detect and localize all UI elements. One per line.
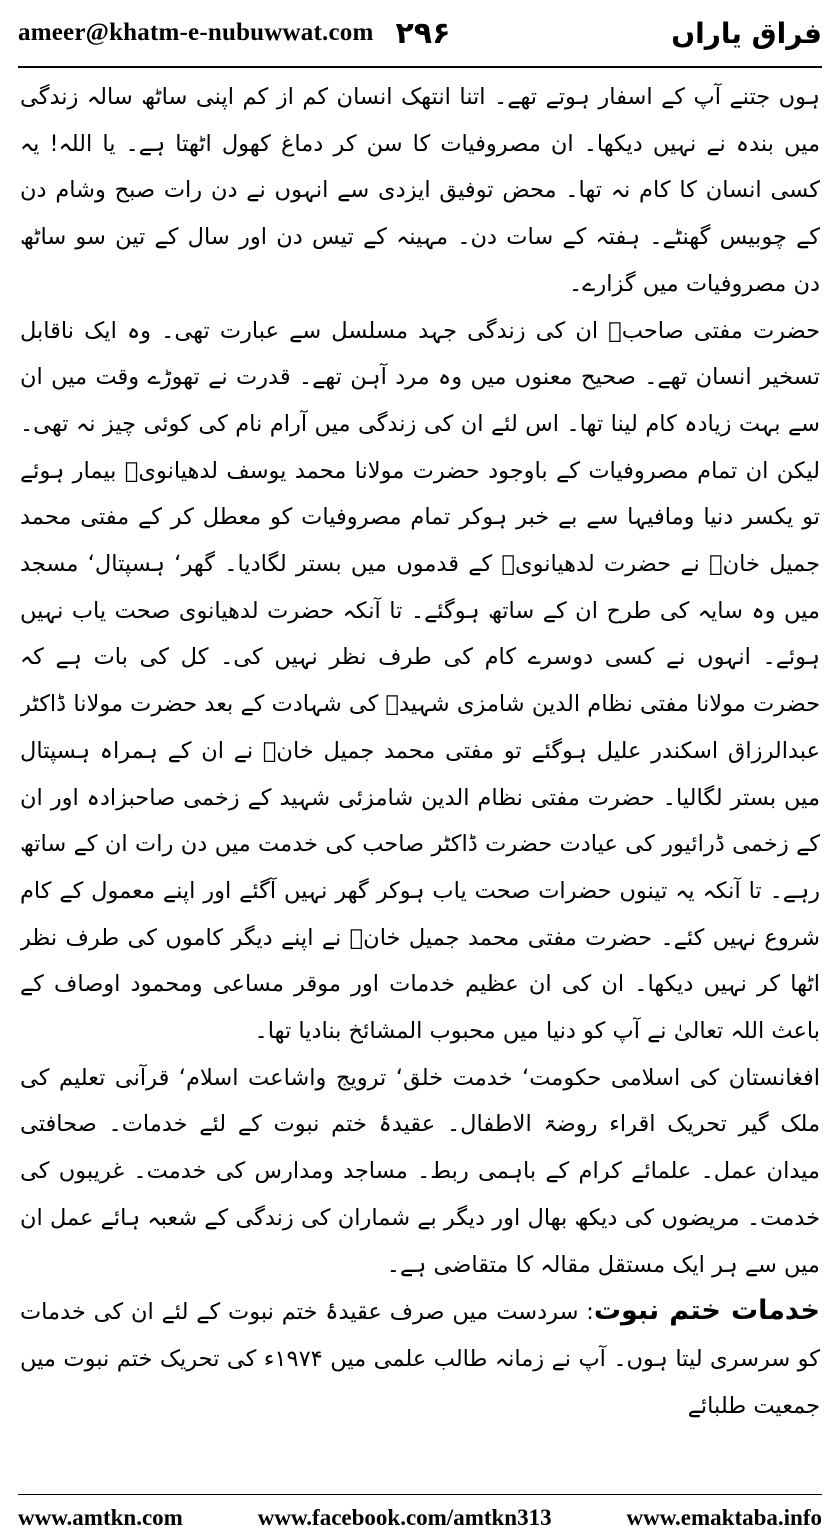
footer-link-amtkn[interactable]: www.amtkn.com bbox=[18, 1505, 183, 1530]
page-number: ۲۹۶ bbox=[395, 15, 451, 51]
page-body bbox=[20, 74, 820, 1476]
paragraph-3: افغانستان کی اسلامی حکومت‘ خدمت خلق‘ ترویج واشاعت اسلام‘ قرآنی تعلیم کی ملک گیر تحریک اقراء روضۃ الاطفال۔ عقیدۂ ختم نبوت کے لئے خدمات۔ صحافتی میدان عمل۔ علمائے کرام کے باہمی ربط۔ مساجد ومدارس کی خدمت۔ غریبوں کی خدمت۔ مریضوں کی دیکھ بھال اور دیگر بے شماران کی زندگی کے شعبہ ہائے عمل ان میں سے ہر ایک مستقل مقالہ کا متقاضی ہے۔ bbox=[20, 1064, 820, 1278]
footer-divider bbox=[18, 1494, 822, 1495]
page-footer bbox=[18, 1500, 822, 1536]
header-divider bbox=[18, 66, 822, 68]
section-heading: خدمات ختم نبوت bbox=[593, 1295, 820, 1327]
section-paragraph bbox=[20, 1288, 820, 1429]
header-email[interactable]: ameer@khatm-e-nubuwwat.com bbox=[18, 19, 374, 46]
footer-link-emaktaba[interactable]: www.emaktaba.info bbox=[626, 1505, 822, 1530]
section-text: : سردست میں صرف عقیدۂ ختم نبوت کے لئے ان کی خدمات کو سرسری لیتا ہوں۔ آپ نے زمانہ طالب علمی میں ۱۹۷۴ء کی تحریک ختم نبوت میں جمعیت طلبائے bbox=[20, 1299, 820, 1419]
page-header bbox=[18, 0, 822, 66]
paragraph-2: حضرت مفتی صاحبؒ ان کی زندگی جہد مسلسل سے عبارت تھی۔ وہ ایک ناقابل تسخیر انسان تھے۔ صحیح معنوں میں وہ مرد آہن تھے۔ قدرت نے تھوڑے وقت میں ان سے بہت زیادہ کام لینا تھا۔ اس لئے ان کی زندگی میں آرام نام کی کوئی چیز نہ تھی۔ لیکن ان تمام مصروفیات کے باوجود حضرت مولانا محمد یوسف لدھیانویؒ بیمار ہوئے تو یکسر دنیا ومافیہا سے بے خبر ہوکر تمام مصروفیات کو معطل کر کے مفتی محمد جمیل خانؒ نے حضرت لدھیانویؒ کے قدموں میں بستر لگادیا۔ گھر‘ ہسپتال‘ مسجد میں وہ سایہ کی طرح ان کے ساتھ ہوگئے۔ تا آنکہ حضرت لدھیانوی صحت یاب نہیں ہوئے۔ انہوں نے کسی دوسرے کام کی طرف نظر نہیں کی۔ کل کی بات ہے کہ حضرت مولانا مفتی نظام الدین شامزی شہیدؒ کی شہادت کے بعد حضرت مولانا ڈاکٹر عبدالرزاق اسکندر علیل ہوگئے تو مفتی محمد جمیل خانؒ نے ان کے ہمراہ ہسپتال میں بستر لگالیا۔ حضرت مفتی نظام الدین شامزئی شہید کے زخمی صاحبزادہ اور ان کے زخمی ڈرائیور کی عیادت حضرت ڈاکٹر صاحب کی خدمت میں دن رات ان کے ساتھ رہے۔ تا آنکہ یہ تینوں حضرات صحت یاب ہوکر گھر نہیں آگئے اور اپنے معمول کے کام شروع نہیں کئے۔ حضرت مفتی محمد جمیل خانؒ نے اپنے دیگر کاموں کی طرف نظر اٹھا کر نہیں دیکھا۔ ان کی ان عظیم خدمات اور موقر مساعی ومحمود اوصاف کے باعث اللہ تعالیٰ نے آپ کو دنیا میں محبوب المشائخ بنادیا تھا۔ bbox=[20, 317, 820, 1045]
header-left bbox=[18, 16, 450, 51]
paragraph-1: ہوں جتنے آپ کے اسفار ہوتے تھے۔ اتنا انتھک انسان کم از کم اپنی ساٹھ سالہ زندگی میں بندہ نے نہیں دیکھا۔ ان مصروفیات کا سن کر دماغ کھول اٹھتا ہے۔ یا اللہ! یہ کسی انسان کا کام نہ تھا۔ محض توفیق ایزدی سے انہوں نے دن رات صبح وشام دن کے چوبیس گھنٹے۔ ہفتہ کے سات دن۔ مہینہ کے تیس دن اور سال کے تین سو ساٹھ دن مصروفیات میں گزارے۔ bbox=[20, 84, 820, 297]
footer-link-facebook[interactable]: www.facebook.com/amtkn313 bbox=[257, 1505, 552, 1530]
book-title: فراق یاراں bbox=[671, 16, 822, 50]
